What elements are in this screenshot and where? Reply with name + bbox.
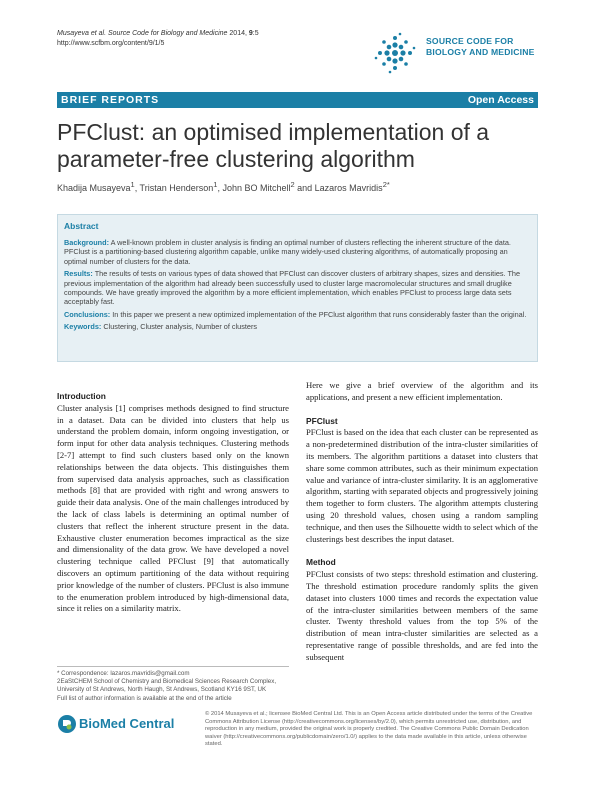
citation-journal: Source Code for Biology and Medicine [107,30,228,37]
publisher-name: BioMed Central [79,716,175,731]
results-text: The results of tests on various types of data showed that PFClust can discover clusters of arbitrary shapes, sizes and densities. The previous implementation of the algorithm had already been successfully used to cluster large macromolecular structures and small druglike compounds. We have greatly improved the algorithm by a more efficient implementation, which enables PFClust to process large data sets acceptably fast. [64,269,521,307]
copyright-notice: © 2014 Musayeva et al.; licensee BioMed Central Ltd. This is an Open Access article distributed under the terms of the Creative Commons Attribution License (http://creativecommons.org/licenses/by/2.0), which permits unrestricted use, distribution, and reproduction in any medium, provided the original work is properly credited. The Creative Commons Public Domain Dedication waiver (http://creativecommons.org/publicdomain/zero/1.0/) applies to the data made available in this article, unless otherwise stated. [205,711,533,748]
abstract-heading: Abstract [64,221,99,231]
citation-article: :5 [252,30,259,37]
open-access-label: Open Access [467,94,534,106]
method-heading: Method [306,557,336,568]
right-intro-text: Here we give a brief overview of the algorithm and its applications, and present a new efficient implementation. [306,380,538,402]
pfclust-text: PFClust is based on the idea that each cluster can be represented as a non-predetermined distribution of the intra-cluster similarities of its members. The algorithm partitions a dataset into clusters that share some common attributes, such as their minimum expectation value and variance of intra-cluster similarity. It is an agglomerative algorithm, starting with separated objects and progressively joining them together to form clusters. The algorithm attempts clustering using 20 threshold values, chosen using a random sampling technique, and then uses the Silhouette width to select which of the clusterings best describes the input dataset. [306,427,538,544]
results-label: Results: [64,269,93,279]
affiliation: 2EaStCHEM School of Chemistry and Biomedical Sciences Research Complex, University of St Andrews, North Haugh, St Andrews, Scotland KY16 9ST, UK [57,678,277,694]
intro-text: Cluster analysis [1] comprises methods designed to find structure in a dataset. Data can be divided into clusters that help us understand the problem domain, inform ongoing investigation, or form input for other data analysis techniques. Clustering methods [2-7] attempt to find such clusters based only on the known relationships between the data objects. This distinguishes them from supervised data analysis approaches, such as classification methods [8] that are provided with right and wrong answers to guide their data analysis. One of the main challenges introduced by the lack of class labels is determining an optimal number of clusters that reflect the inherent structure present in the data. Exhaustive cluster enumeration becomes impractical as the size and dimensionality of the data grow. We have developed a novel clustering technique called PFClust [9] that automatically discovers an optimum partitioning of the data without requiring prior knowledge of the number of clusters. PFClust is also immune to the enumeration problem introduced by high-dimensional data, since it relies on a similarity matrix. [57,402,289,614]
citation-volume: 9 [248,30,253,37]
citation-header [57,29,259,48]
right-column [306,380,538,664]
article-type-banner [57,92,538,108]
journal-logo [372,30,552,74]
publisher-logo [57,713,187,735]
left-column [57,391,289,615]
citation-authors: Musayeva et al. [57,30,107,37]
background-label: Background: [64,238,109,247]
citation-url[interactable]: http://www.scfbm.org/content/9/1/5 [57,39,165,47]
abstract-conclusions [64,310,532,319]
conclusions-label: Conclusions: [64,309,111,319]
journal-logo-line2: BIOLOGY AND MEDICINE [426,47,535,57]
paper-title [57,119,547,173]
footnote [57,666,289,703]
method-text: PFClust consists of two steps: threshold estimation and clustering. The threshold estimation procedure randomly splits the given dataset into clusters 1000 times and records the expectation value of the intra-cluster similarities between members of the same cluster. Twenty threshold values from the top 5% of the distribution of mean intra-cluster similarities are selected as a representative range of possible thresholds, and are fed into the subsequent [306,569,538,662]
background-text: A well-known problem in cluster analysis is finding an optimal number of clusters reflecting the inherent structure of the data. PFClust is a partitioning-based clustering algorithm capable, unlike many widely-used clustering algorithms, of automatically proposing an optimal number of clusters for the data. [64,238,511,266]
citation-year: 2014, [229,30,247,37]
journal-logo-line1: SOURCE CODE FOR [426,36,514,46]
author-info-note: Full list of author information is available at the end of the article [57,694,232,702]
keywords-label: Keywords: [64,322,102,332]
keywords-text: Clustering, Cluster analysis, Number of clusters [103,322,258,332]
abstract-background [64,238,532,266]
abstract-keywords [64,322,532,331]
title-line-2: parameter-free clustering algorithm [57,146,415,172]
abstract-results [64,269,532,307]
biomed-central-icon [57,714,77,734]
journal-logo-icon [372,30,418,76]
intro-heading: Introduction [57,391,106,401]
correspondence[interactable]: * Correspondence: lazaros.mavridis@gmail.com [57,670,190,677]
abstract-box [57,214,538,362]
pfclust-heading: PFClust [306,415,338,426]
article-type: BRIEF REPORTS [61,94,160,106]
title-line-1: PFClust: an optimised implementation of a [57,119,490,145]
author-list: Khadija Musayeva$^1$, Tristan Henderson$^1$, John BO Mitchell$^2$ and Lazaros Mavridis$^{2*}$ [57,180,390,193]
conclusions-text: In this paper we present a new optimized implementation of the PFClust algorithm that runs considerably faster than the original. [112,309,527,319]
